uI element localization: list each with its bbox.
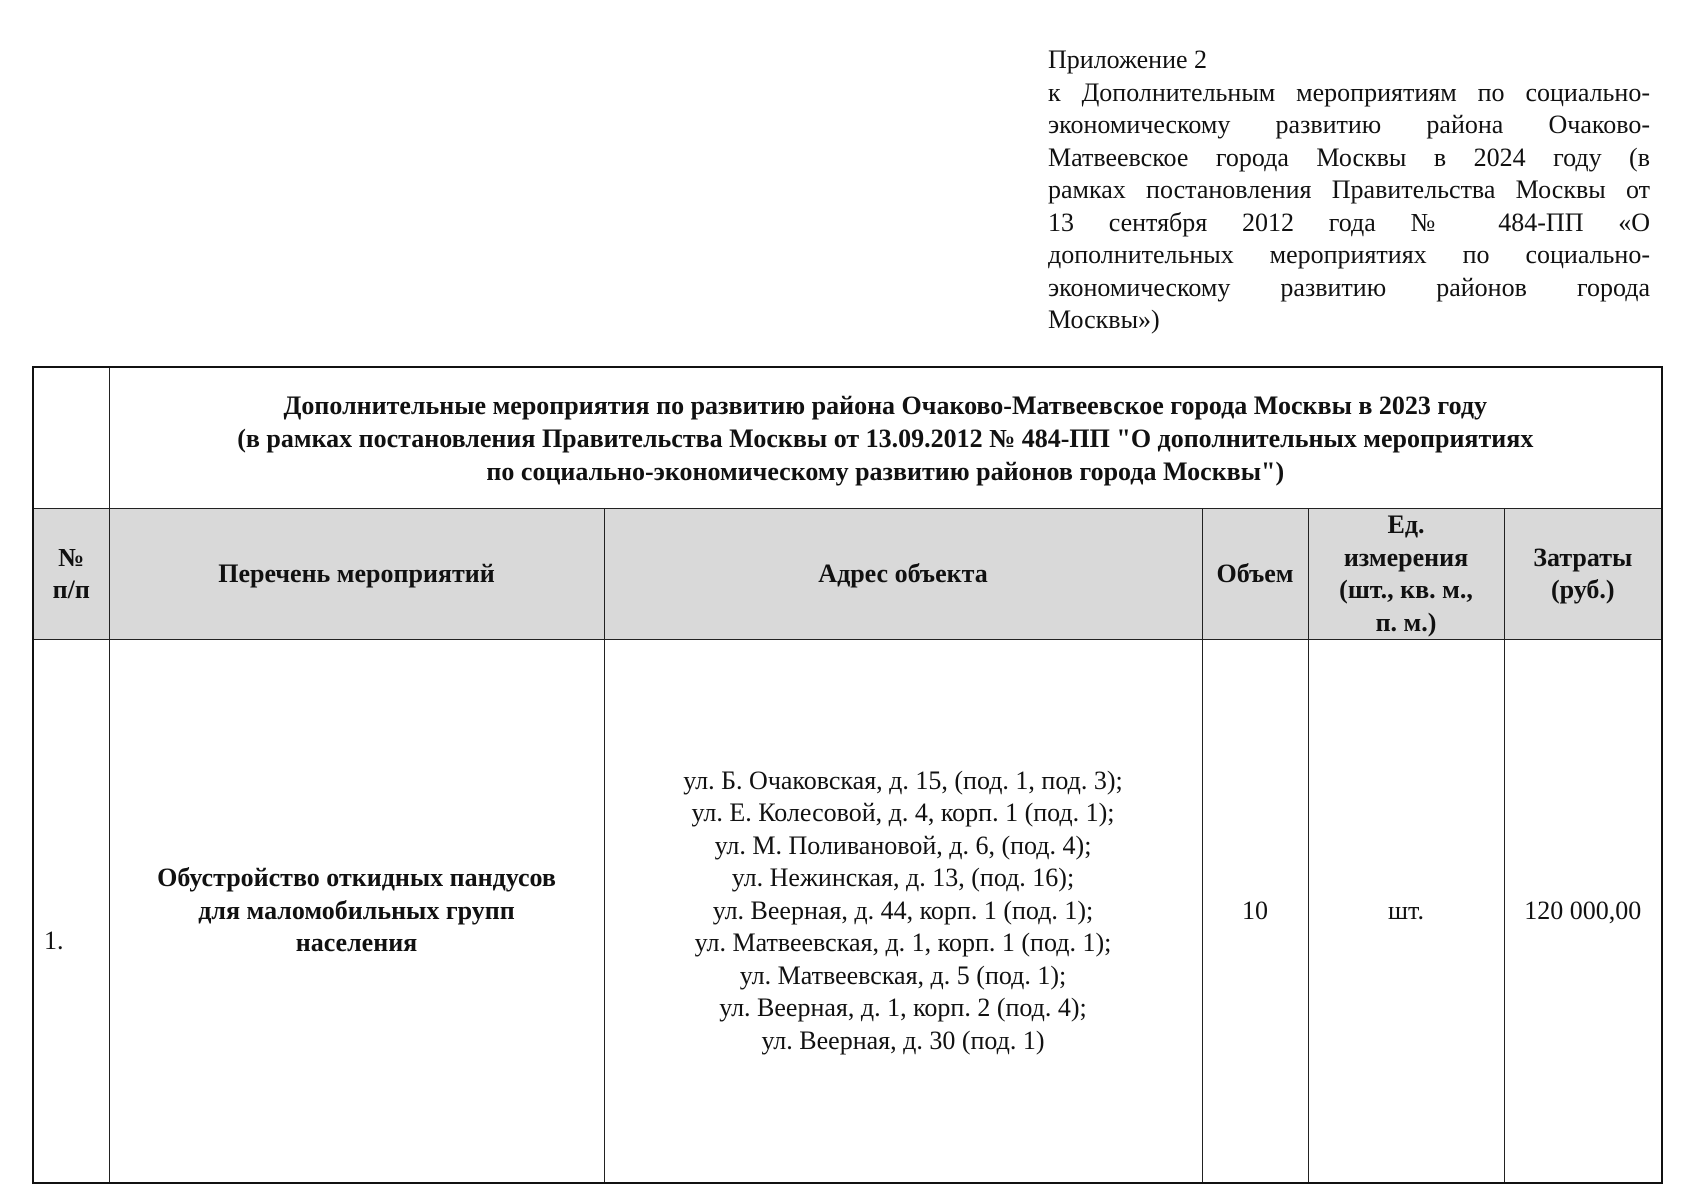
header-volume-label: Объем [1216, 558, 1294, 588]
address-line: ул. Веерная, д. 30 (под. 1) [761, 1025, 1045, 1055]
appendix-title: Приложение 2 [1048, 45, 1208, 74]
header-unit-line: (шт., кв. м., [1339, 575, 1473, 604]
address-line: ул. Нежинская, д. 13, (под. 16); [731, 863, 1075, 893]
appendix-note [1048, 44, 1650, 337]
header-num-line: п/п [52, 575, 90, 604]
appendix-text-line: к Дополнительным мероприятиям по социально- [1048, 77, 1650, 107]
header-unit-line: п. м.) [1375, 607, 1437, 637]
header-volume [1202, 509, 1308, 640]
table-header-row [33, 509, 1662, 640]
header-cost [1504, 509, 1662, 640]
table-title-line: по социально-экономическому развитию районов города Москвы") [486, 456, 1285, 486]
address-line: ул. Веерная, д. 44, корп. 1 (под. 1); [712, 895, 1094, 925]
table-title-row [33, 367, 1662, 509]
address-line: ул. М. Поливановой, д. 6, (под. 4); [714, 830, 1092, 860]
table-title-line: Дополнительные мероприятия по развитию района Очаково-Матвеевское города Москвы в 2023 году [283, 390, 1487, 420]
appendix-text-line: рамках постановления Правительства Москвы от [1048, 175, 1650, 204]
appendix-text-line: Москвы») [1048, 305, 1160, 334]
events-table [32, 366, 1663, 1184]
appendix-text-line: Матвеевское города Москвы в 2024 году (в [1048, 142, 1650, 172]
header-address [604, 509, 1202, 640]
address-line: ул. Матвеевская, д. 1, корп. 1 (под. 1); [694, 928, 1112, 958]
header-events-label: Перечень мероприятий [218, 558, 495, 588]
header-cost-line: Затраты [1533, 542, 1633, 572]
table-title-cell [109, 367, 1662, 509]
row-unit: шт. [1308, 640, 1504, 1184]
table-title-line: (в рамках постановления Правительства Москвы от 13.09.2012 № 484-ПП "О дополнительных мероприятиях [237, 423, 1534, 453]
address-line: ул. Матвеевская, д. 5 (под. 1); [739, 960, 1067, 990]
address-line: ул. Б. Очаковская, д. 15, (под. 1, под. 3); [683, 765, 1123, 795]
row-event [109, 640, 604, 1184]
row-address [604, 640, 1202, 1184]
row-volume: 10 [1202, 640, 1308, 1184]
row-event-line: населения [295, 928, 418, 958]
row-event-line: Обустройство откидных пандусов [157, 863, 556, 893]
table-row [33, 640, 1662, 1184]
appendix-text-line: экономическому развитию района Очаково- [1048, 110, 1650, 139]
header-events [109, 509, 604, 640]
header-num-line: № [58, 542, 85, 572]
empty-corner-cell [33, 367, 109, 509]
row-event-line: для маломобильных групп [198, 895, 515, 925]
table-title [110, 389, 1662, 488]
address-line: ул. Е. Колесовой, д. 4, корп. 1 (под. 1); [691, 798, 1115, 828]
appendix-text-line: 13 сентября 2012 года № 484-ПП «О [1048, 207, 1650, 237]
appendix-text-line: дополнительных мероприятиях по социально- [1048, 240, 1650, 269]
appendix-text-line: экономическому развитию районов города [1048, 272, 1650, 302]
header-num [33, 509, 109, 640]
row-number: 1. [33, 640, 109, 1184]
header-unit-line: Ед. [1387, 510, 1425, 539]
address-line: ул. Веерная, д. 1, корп. 2 (под. 4); [719, 993, 1087, 1023]
header-unit [1308, 509, 1504, 640]
header-cost-line: (руб.) [1550, 575, 1615, 604]
row-cost: 120 000,00 [1504, 640, 1662, 1184]
header-address-label: Адрес объекта [818, 558, 988, 588]
header-unit-line: измерения [1343, 542, 1469, 572]
